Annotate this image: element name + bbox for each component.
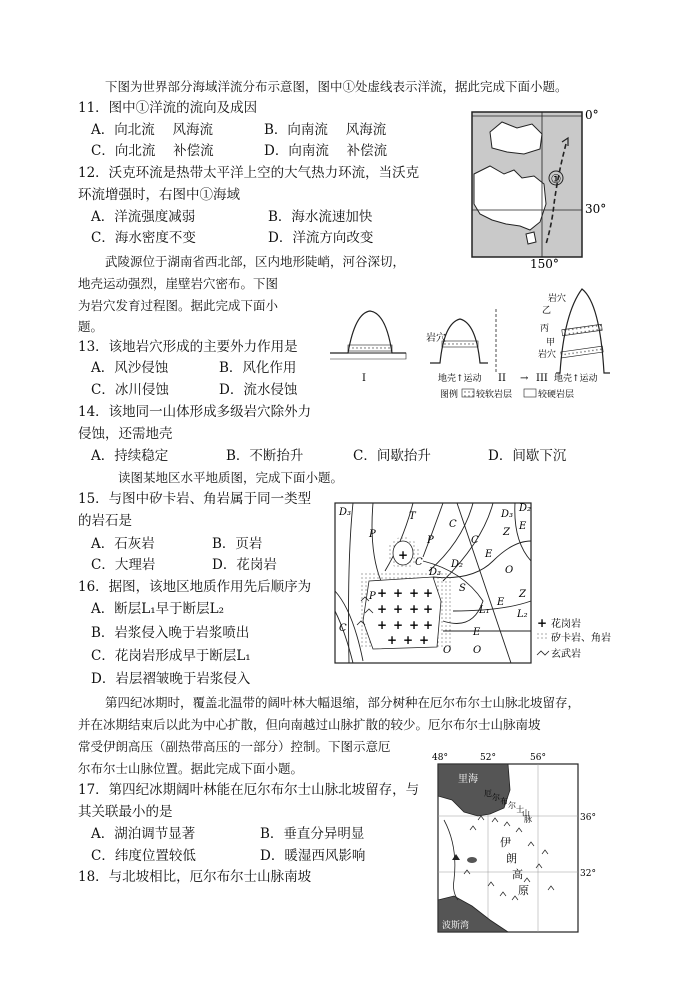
stage2-label: II	[498, 373, 506, 384]
q16-option-c[interactable]: C．花岗岩形成早于断层L₁	[91, 648, 251, 664]
svg-text:C: C	[449, 519, 457, 530]
q13-option-c[interactable]: C．冰川侵蚀	[91, 382, 169, 398]
plateau-char-4: 原	[518, 884, 529, 897]
lake	[467, 857, 477, 863]
legend-granite: 花岗岩	[551, 619, 581, 630]
svg-text:S: S	[459, 583, 466, 594]
svg-text:+: +	[377, 586, 388, 600]
lon150-label: 150°	[530, 257, 559, 270]
svg-text:布: 布	[500, 797, 508, 806]
q17-option-c[interactable]: C．纬度位置较低	[91, 848, 196, 864]
svg-text:L₂: L₂	[517, 609, 528, 620]
lat0-label: 0°	[585, 108, 599, 122]
q18-stem: 18．与北坡相比，厄尔布尔士山脉南坡	[78, 869, 312, 885]
legend-hard: 较硬岩层	[538, 390, 575, 400]
svg-text:+: +	[393, 586, 404, 600]
stage3-motion: 地壳↑运动	[554, 374, 598, 384]
svg-text:P: P	[427, 535, 434, 546]
q15-option-b[interactable]: B．页岩	[212, 536, 263, 552]
elburz-map	[428, 750, 608, 936]
svg-text:→: →	[520, 373, 529, 384]
svg-text:+: +	[398, 548, 409, 562]
stage3-label: III	[536, 373, 548, 384]
legend-soft-swatch	[462, 389, 474, 397]
q15-option-c[interactable]: C．大理岩	[91, 557, 156, 573]
svg-text:+: +	[387, 633, 398, 647]
label-jia: 甲	[546, 338, 556, 348]
svg-text:Z: Z	[503, 527, 510, 538]
svg-text:D₃: D₃	[501, 509, 514, 520]
legend-skarn-swatch	[537, 633, 547, 641]
q12-option-c[interactable]: C．海水密度不变	[91, 230, 196, 246]
intro-elburz-4: 尔布尔士山脉位置。据此完成下面小题。	[78, 761, 304, 776]
q15-stem-line2: 的岩石是	[78, 513, 132, 529]
q16-option-a[interactable]: A．断层L₁早于断层L₂	[91, 601, 225, 617]
q14-option-d[interactable]: D．间歇下沉	[488, 448, 567, 464]
svg-text:+: +	[419, 633, 430, 647]
svg-text:+: +	[403, 633, 414, 647]
svg-text:+: +	[393, 618, 404, 632]
ocean-current-map	[462, 104, 622, 270]
svg-text:D₂: D₂	[451, 559, 464, 570]
lon52-label: 52°	[480, 753, 496, 763]
q16-stem: 16．据图，该地区地质作用先后顺序为	[78, 579, 312, 595]
svg-text:P: P	[369, 529, 376, 540]
q16-option-d[interactable]: D．岩层褶皱晚于岩浆侵入	[91, 671, 251, 687]
label-yi: 乙	[542, 306, 552, 316]
q13-option-d[interactable]: D．流水侵蚀	[219, 382, 298, 398]
svg-text:+: +	[377, 602, 388, 616]
intro-wulingyuan-1: 武陵源位于湖南省西北部，区内地形陡峭，河谷深切，	[105, 254, 406, 269]
intro-wulingyuan-2: 地壳运动强烈，崖壁岩穴密布。下图	[78, 276, 279, 291]
svg-text:脉: 脉	[524, 815, 532, 824]
stage1-soft-layer	[348, 345, 392, 351]
q17-option-a[interactable]: A．湖泊调节显著	[91, 826, 196, 842]
lat36-label: 36°	[580, 813, 596, 823]
svg-text:C: C	[471, 535, 479, 546]
svg-text:E: E	[485, 549, 493, 560]
svg-text:尔: 尔	[508, 801, 516, 810]
intro-wulingyuan-3: 为岩穴发育过程图。据此完成下面小	[78, 298, 279, 313]
q12-stem-line1: 12．沃克环流是热带太平洋上空的大气热力环流，当沃克	[78, 165, 420, 181]
svg-text:尔: 尔	[492, 793, 500, 802]
q11-option-c[interactable]: C．向北流 补偿流	[91, 143, 214, 159]
intro-elburz-3: 常受伊朗高压（副热带高压的一部分）控制。下图示意厄	[78, 739, 391, 754]
svg-text:C: C	[415, 557, 423, 568]
svg-text:E: E	[519, 521, 527, 532]
intro-elburz-1: 第四纪冰期时，覆盖北温带的阔叶林大幅退缩，部分树种在厄尔布尔士山脉北坡留存，	[105, 695, 581, 710]
legend-title: 图例	[440, 390, 459, 400]
svg-text:山: 山	[522, 809, 530, 818]
stage2-motion: 地壳↑运动	[438, 374, 482, 384]
q17-stem-line2: 其关联最小的是	[78, 804, 173, 820]
svg-text:P: P	[369, 591, 376, 602]
q15-stem-line1: 15．与图中矽卡岩、角岩属于同一类型	[78, 491, 312, 507]
gulf-label: 波斯湾	[442, 921, 470, 931]
svg-text:O: O	[473, 645, 482, 656]
q15-option-d[interactable]: D．花岗岩	[212, 557, 277, 573]
svg-text:+: +	[409, 586, 420, 600]
svg-text:Z: Z	[519, 589, 526, 600]
svg-text:E: E	[473, 627, 481, 638]
legend-soft: 较软岩层	[476, 390, 513, 400]
cave-formation-diagram	[320, 283, 620, 403]
q14-stem-line2: 侵蚀，还需地壳	[78, 426, 173, 442]
q11-option-b[interactable]: B．向南流 风海流	[264, 122, 387, 138]
q12-option-d[interactable]: D．洋流方向改变	[268, 230, 374, 246]
intro-elburz-2: 并在冰期结束后以此为中心扩散，但向南越过山脉扩散的较少。厄尔布尔士山脉南坡	[78, 717, 541, 732]
q12-option-b[interactable]: B．海水流速加快	[268, 209, 373, 225]
svg-text:C: C	[339, 623, 347, 634]
q17-stem-line1: 17．第四纪冰期阔叶林能在厄尔布尔士山脉北坡留存，与	[78, 782, 420, 798]
lon48-label: 48°	[432, 753, 448, 763]
current-marker: ①	[550, 172, 562, 186]
legend-skarn: 矽卡岩、角岩	[551, 633, 611, 644]
stage3-cave-label: 岩穴	[548, 294, 567, 304]
lat30-label: 30°	[585, 202, 607, 216]
plateau-char-1: 伊	[500, 836, 511, 849]
svg-text:D₃: D₃	[339, 507, 352, 518]
svg-text:+: +	[423, 618, 434, 632]
intro-wulingyuan-4: 题。	[78, 319, 104, 334]
plateau-char-3: 高	[512, 868, 523, 881]
q11-stem: 11．图中①洋流的流向及成因	[78, 100, 258, 116]
stage2-soft-layer	[442, 341, 478, 347]
q14-option-c[interactable]: C．间歇抬升	[353, 448, 431, 464]
stage3-soft-layer-1	[562, 324, 602, 336]
q14-option-a[interactable]: A．持续稳定	[91, 448, 169, 464]
svg-text:士: 士	[516, 805, 524, 814]
q13-option-b[interactable]: B．风化作用	[219, 360, 297, 376]
svg-text:+: +	[423, 602, 434, 616]
svg-text:+: +	[377, 618, 388, 632]
plateau-char-2: 朗	[506, 852, 517, 865]
q16-option-b[interactable]: B．岩浆侵入晚于岩浆喷出	[91, 625, 250, 641]
caspian-label: 里海	[458, 774, 478, 785]
legend-basalt: 玄武岩	[551, 649, 581, 660]
q14-option-b[interactable]: B．不断抬升	[226, 448, 304, 464]
legend-basalt-icon	[537, 651, 549, 655]
svg-text:+: +	[393, 602, 404, 616]
legend-hard-swatch	[524, 389, 536, 397]
lat32-label: 32°	[580, 869, 596, 879]
tasmania-landmass	[526, 232, 536, 244]
q12-option-a[interactable]: A．洋流强度减弱	[91, 209, 196, 225]
q11-option-d[interactable]: D．向南流 补偿流	[264, 143, 388, 159]
label-bing: 丙	[540, 324, 550, 334]
svg-text:D₃: D₃	[429, 567, 442, 578]
svg-text:D₂: D₂	[519, 503, 532, 514]
svg-text:厄: 厄	[484, 789, 492, 798]
svg-text:+: +	[409, 618, 420, 632]
stage1-label: I	[362, 373, 366, 384]
q17-option-d[interactable]: D．暖湿西风影响	[260, 848, 366, 864]
lon56-label: 56°	[530, 753, 546, 763]
stage3-cave-label-2: 岩穴	[538, 350, 557, 360]
svg-text:E: E	[497, 597, 505, 608]
q15-option-a[interactable]: A．石灰岩	[91, 536, 155, 552]
svg-text:+: +	[409, 602, 420, 616]
q17-option-b[interactable]: B．垂直分异明显	[260, 826, 365, 842]
q11-option-a[interactable]: A．向北流 风海流	[91, 122, 214, 138]
q12-stem-line2: 环流增强时，右图中①海域	[78, 187, 240, 203]
q13-stem: 13．该地岩穴形成的主要外力作用是	[78, 339, 298, 355]
q14-stem-line1: 14．该地同一山体形成多级岩穴除外力	[78, 404, 312, 420]
stage3-soft-layer-2	[561, 346, 603, 358]
svg-text:O: O	[505, 565, 514, 576]
geologic-map	[333, 501, 633, 665]
intro-ocean-currents: 下图为世界部分海域洋流分布示意图，图中①处虚线表示洋流，据此完成下面小题。	[105, 79, 568, 94]
intro-geologic-map: 读图某地区水平地质图，完成下面小题。	[118, 470, 344, 485]
svg-text:+: +	[423, 586, 434, 600]
svg-text:T: T	[409, 511, 416, 522]
svg-text:O: O	[443, 645, 452, 656]
stage2-cave-label: 岩穴	[426, 333, 446, 344]
legend-granite-icon: +	[537, 616, 548, 630]
svg-text:L₁: L₁	[479, 605, 490, 616]
q13-option-a[interactable]: A．风沙侵蚀	[91, 360, 169, 376]
